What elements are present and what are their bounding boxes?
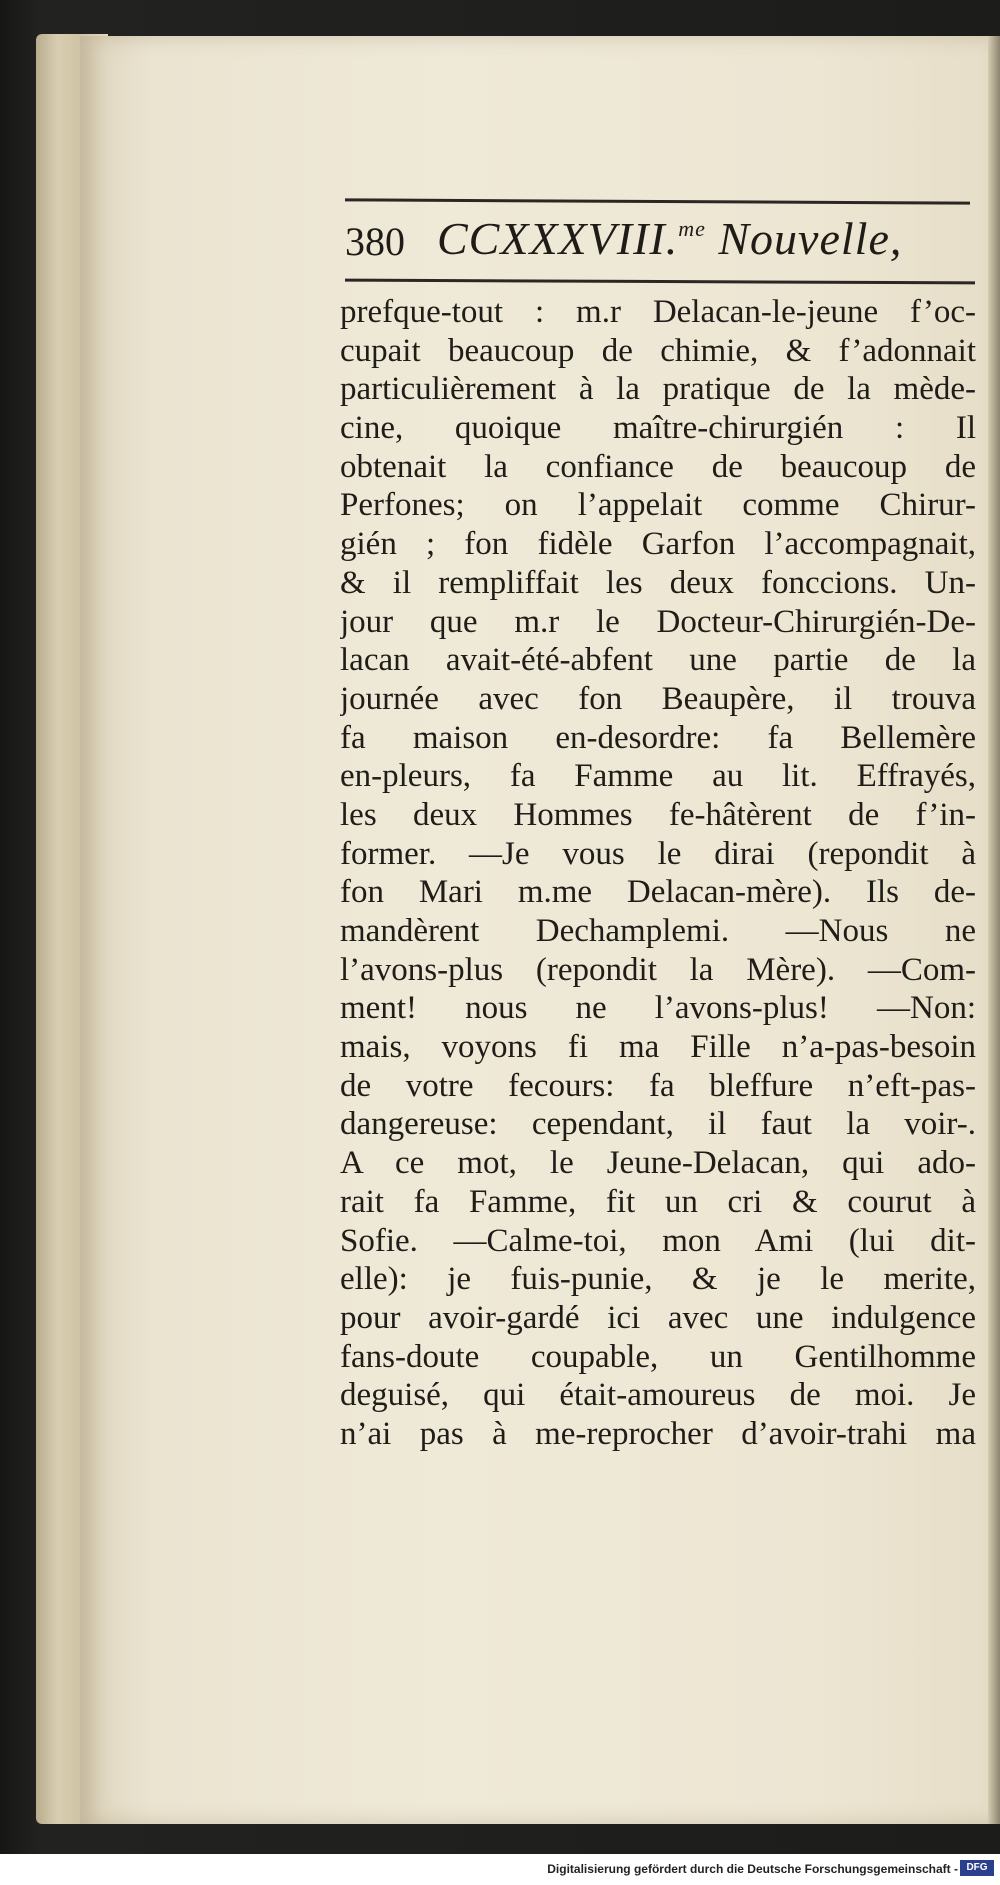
text-line: n’ai pas à me-reprocher d’avoir-trahi ma (340, 1415, 976, 1452)
text-line: fa maison en-desordre: fa Bellemère (340, 719, 976, 756)
text-line: particulièrement à la pratique de la mède- (340, 371, 976, 408)
body-text (340, 293, 976, 1454)
text-line: former. —Je vous le dirai (repondit à (340, 835, 976, 872)
text-line: Perfones; on l’appelait comme Chirur- (340, 487, 976, 524)
text-line: en-pleurs, fa Famme au lit. Effrayés, (340, 758, 976, 795)
text-line: de votre fecours: fa bleffure n’eft-pas- (340, 1067, 976, 1104)
text-line: mandèrent Dechamplemi. —Nous ne (340, 913, 976, 949)
text-line: mais, voyons fi ma Fille n’a-pas-besoin (340, 1029, 976, 1066)
digitization-credit: Digitalisierung gefördert durch die Deutsche Forschungsgemeinschaft - (547, 1862, 958, 1876)
text-line: lacan avait-été-abfent une partie de la (340, 642, 976, 679)
text-line: rait fa Famme, fit un cri & courut à (340, 1183, 976, 1220)
running-head-title: Nouvelle, (705, 213, 903, 264)
text-line: fans-doute coupable, un Gentilhomme (340, 1338, 976, 1375)
page-gutter-shadow (988, 36, 1000, 1824)
header-top-rule (345, 198, 970, 204)
header-bottom-rule (345, 279, 975, 285)
running-head-superscript: me (678, 216, 706, 241)
text-line: pour avoir-gardé ici avec une indulgence (340, 1299, 976, 1336)
text-line: jour que m.r le Docteur-Chirurgién-De- (340, 603, 976, 640)
dfg-logo: DFG (960, 1860, 994, 1876)
text-line: l’avons-plus (repondit la Mère). —Com- (340, 951, 976, 988)
text-line: prefque-tout : m.r Delacan-le-jeune f’oc- (340, 294, 976, 330)
text-line: dangereuse: cependant, il faut la voir-. (340, 1106, 976, 1143)
text-line: cine, quoique maître-chirurgién : Il (340, 410, 976, 447)
text-line: Sofie. —Calme-toi, mon Ami (lui dit- (340, 1222, 976, 1259)
text-line: cupait beaucoup de chimie, & f’adonnait (340, 332, 976, 369)
text-line: deguisé, qui était-amoureus de moi. Je (340, 1377, 976, 1414)
text-line: A ce mot, le Jeune-Delacan, qui ado- (340, 1145, 976, 1182)
running-head (437, 212, 902, 265)
text-line: fon Mari m.me Delacan-mère). Ils de- (340, 874, 976, 911)
running-head-numeral: CCXXXVIII. (437, 213, 679, 264)
text-line: elle): je fuis-punie, & je le merite, (340, 1261, 976, 1298)
text-line: les deux Hommes fe-hâtèrent de f’in- (340, 796, 976, 833)
page-number: 380 (345, 219, 405, 264)
text-line: journée avec fon Beaupère, il trouva (340, 680, 976, 717)
text-line: & il rempliffait les deux fonccions. Un- (340, 564, 976, 601)
text-line: obtenait la confiance de beaucoup de (340, 448, 976, 485)
text-line: ment! nous ne l’avons-plus! —Non: (340, 990, 976, 1027)
page-header (345, 200, 975, 290)
text-line: gién ; fon fidèle Garfon l’accompagnait, (340, 526, 976, 563)
